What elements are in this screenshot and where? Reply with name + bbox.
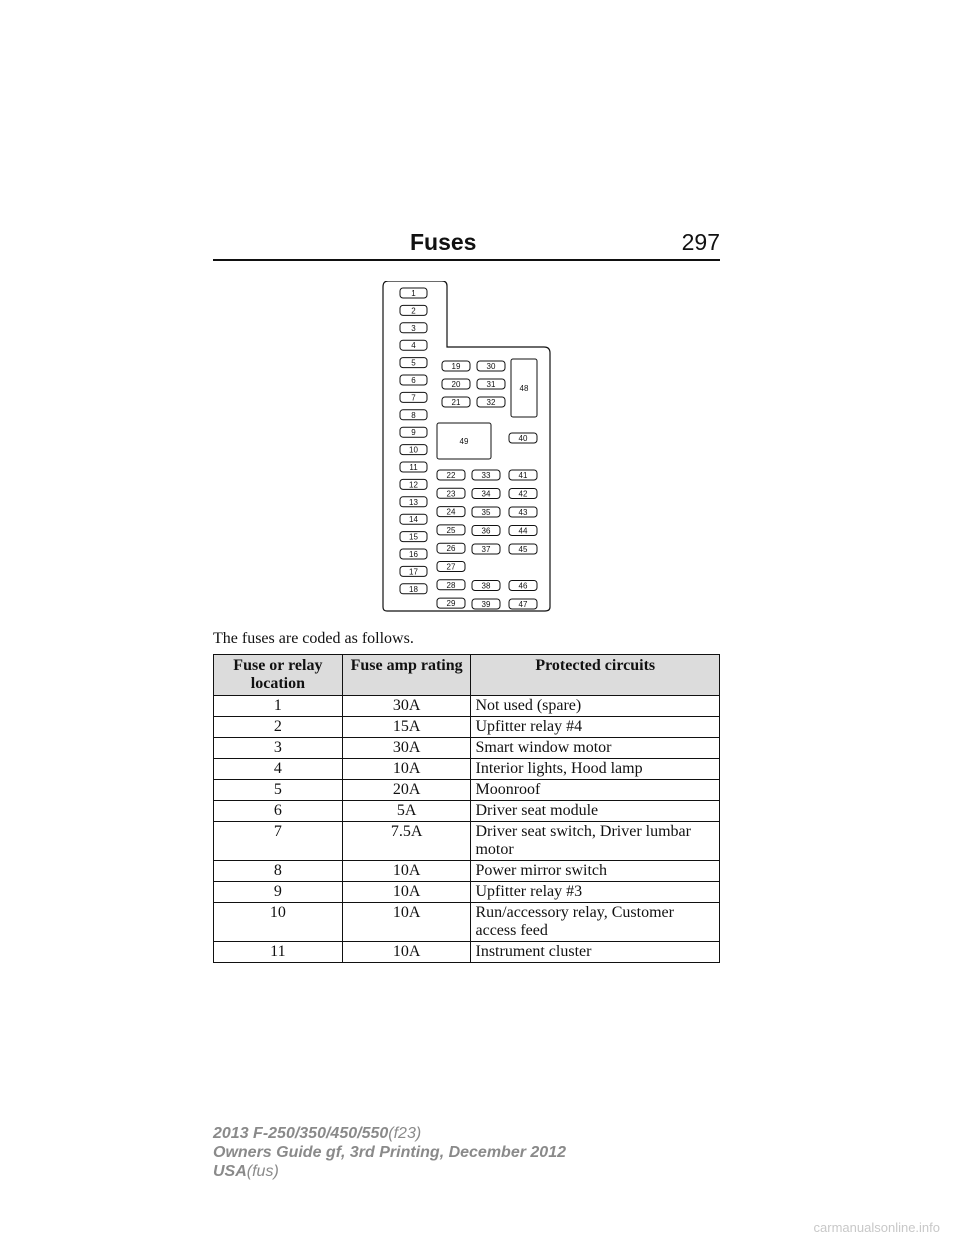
cell-location: 1 bbox=[214, 696, 343, 717]
fuse-label: 35 bbox=[481, 508, 491, 517]
fuse-label: 30 bbox=[486, 362, 496, 371]
fuse-label: 10 bbox=[409, 445, 418, 455]
fuse-label: 8 bbox=[411, 410, 416, 420]
cell-location: 11 bbox=[214, 942, 343, 963]
page-number: 297 bbox=[681, 229, 720, 255]
fuse-label: 17 bbox=[409, 567, 418, 577]
fuse-label: 27 bbox=[446, 562, 456, 572]
fuse-label: 38 bbox=[481, 581, 491, 591]
page-footer bbox=[213, 1124, 566, 1181]
fuse-label: 4 bbox=[411, 341, 416, 351]
fuse-label: 29 bbox=[446, 599, 456, 609]
fuse-label: 21 bbox=[451, 398, 461, 407]
table-row bbox=[214, 942, 720, 963]
cell-location: 6 bbox=[214, 801, 343, 822]
table-row bbox=[214, 780, 720, 801]
cell-protected-circuits: Smart window motor bbox=[471, 738, 720, 759]
cell-location: 8 bbox=[214, 861, 343, 882]
fuse-label: 34 bbox=[481, 489, 491, 499]
fuse-label: 32 bbox=[486, 398, 496, 407]
fuse-panel-diagram bbox=[380, 281, 552, 613]
header-rule bbox=[213, 259, 720, 261]
cell-amp-rating: 10A bbox=[342, 882, 471, 903]
fuse-label: 44 bbox=[518, 526, 528, 536]
fuse-label: 39 bbox=[481, 600, 491, 609]
cell-location: 3 bbox=[214, 738, 343, 759]
cell-protected-circuits: Driver seat switch, Driver lumbar motor bbox=[471, 822, 720, 861]
intro-text: The fuses are coded as follows. bbox=[213, 630, 414, 647]
cell-amp-rating: 10A bbox=[342, 942, 471, 963]
fuse-label: 11 bbox=[409, 463, 418, 472]
fuse-label: 33 bbox=[481, 471, 491, 480]
fuse-label: 12 bbox=[409, 480, 418, 490]
fuse-label: 19 bbox=[451, 362, 461, 371]
table-row bbox=[214, 801, 720, 822]
fuse-label: 43 bbox=[518, 508, 528, 517]
fuse-label: 26 bbox=[446, 544, 456, 554]
cell-location: 9 bbox=[214, 882, 343, 903]
cell-protected-circuits: Interior lights, Hood lamp bbox=[471, 759, 720, 780]
cell-amp-rating: 5A bbox=[342, 801, 471, 822]
fuse-label: 28 bbox=[446, 580, 456, 590]
fuse-label: 24 bbox=[446, 507, 456, 517]
cell-amp-rating: 20A bbox=[342, 780, 471, 801]
cell-amp-rating: 7.5A bbox=[342, 822, 471, 861]
fuse-label: 6 bbox=[411, 376, 416, 385]
fuse-label: 31 bbox=[486, 380, 496, 389]
cell-protected-circuits: Run/accessory relay, Customer access feed bbox=[471, 903, 720, 942]
fuse-label: 37 bbox=[481, 545, 491, 554]
cell-protected-circuits: Power mirror switch bbox=[471, 861, 720, 882]
section-title: Fuses bbox=[410, 229, 477, 255]
column-header-amp-rating: Fuse amp rating bbox=[342, 655, 471, 696]
footer-line-3: USA(fus) bbox=[213, 1163, 279, 1180]
fuse-label: 46 bbox=[518, 581, 528, 591]
fuse-label: 3 bbox=[411, 323, 416, 333]
table-row bbox=[214, 759, 720, 780]
cell-amp-rating: 10A bbox=[342, 759, 471, 780]
fuse-label: 13 bbox=[409, 497, 418, 507]
fuse-label: 2 bbox=[411, 306, 416, 316]
fuse-label: 45 bbox=[518, 545, 528, 554]
table-row bbox=[214, 903, 720, 942]
table-row bbox=[214, 717, 720, 738]
fuse-label: 23 bbox=[446, 489, 456, 499]
footer-line-2: Owners Guide gf, 3rd Printing, December 2012 bbox=[213, 1144, 566, 1161]
cell-protected-circuits: Instrument cluster bbox=[471, 942, 720, 963]
fuse-label: 36 bbox=[481, 526, 491, 536]
relay-label: 49 bbox=[459, 437, 469, 446]
table-row bbox=[214, 861, 720, 882]
table-header-row bbox=[214, 655, 720, 696]
fuse-label: 18 bbox=[409, 584, 418, 594]
table-row bbox=[214, 882, 720, 903]
cell-protected-circuits: Not used (spare) bbox=[471, 696, 720, 717]
fuse-label: 5 bbox=[411, 358, 416, 368]
fuse-label: 25 bbox=[446, 525, 456, 535]
cell-amp-rating: 30A bbox=[342, 696, 471, 717]
cell-protected-circuits: Upfitter relay #4 bbox=[471, 717, 720, 738]
fuse-label: 22 bbox=[446, 471, 456, 480]
cell-location: 10 bbox=[214, 903, 343, 942]
column-header-protected-circuits: Protected circuits bbox=[471, 655, 720, 696]
cell-amp-rating: 15A bbox=[342, 717, 471, 738]
cell-protected-circuits: Upfitter relay #3 bbox=[471, 882, 720, 903]
fuse-label: 9 bbox=[411, 428, 416, 438]
column-header-location: Fuse or relay location bbox=[214, 655, 343, 696]
page-header bbox=[213, 229, 720, 261]
fuse-label: 16 bbox=[409, 550, 418, 559]
watermark: carmanualsonline.info bbox=[813, 1220, 940, 1235]
fuse-label: 47 bbox=[518, 600, 528, 609]
relay-label: 48 bbox=[519, 384, 529, 393]
footer-line-1: 2013 F-250/350/450/550(f23) bbox=[213, 1125, 422, 1142]
fuse-label: 41 bbox=[518, 471, 528, 480]
table-row bbox=[214, 738, 720, 759]
fuse-table bbox=[213, 654, 720, 963]
cell-location: 4 bbox=[214, 759, 343, 780]
cell-amp-rating: 10A bbox=[342, 861, 471, 882]
fuse-label: 42 bbox=[518, 489, 528, 499]
fuse-label: 15 bbox=[409, 532, 418, 542]
cell-location: 5 bbox=[214, 780, 343, 801]
cell-amp-rating: 10A bbox=[342, 903, 471, 942]
table-row bbox=[214, 822, 720, 861]
fuse-label: 14 bbox=[409, 515, 418, 525]
fuse-label: 20 bbox=[451, 380, 461, 389]
fuse-label: 40 bbox=[518, 434, 528, 443]
table-row bbox=[214, 696, 720, 717]
cell-location: 7 bbox=[214, 822, 343, 861]
fuse-label: 1 bbox=[411, 289, 416, 298]
fuse-label: 7 bbox=[411, 393, 416, 403]
cell-location: 2 bbox=[214, 717, 343, 738]
cell-protected-circuits: Driver seat module bbox=[471, 801, 720, 822]
cell-amp-rating: 30A bbox=[342, 738, 471, 759]
cell-protected-circuits: Moonroof bbox=[471, 780, 720, 801]
